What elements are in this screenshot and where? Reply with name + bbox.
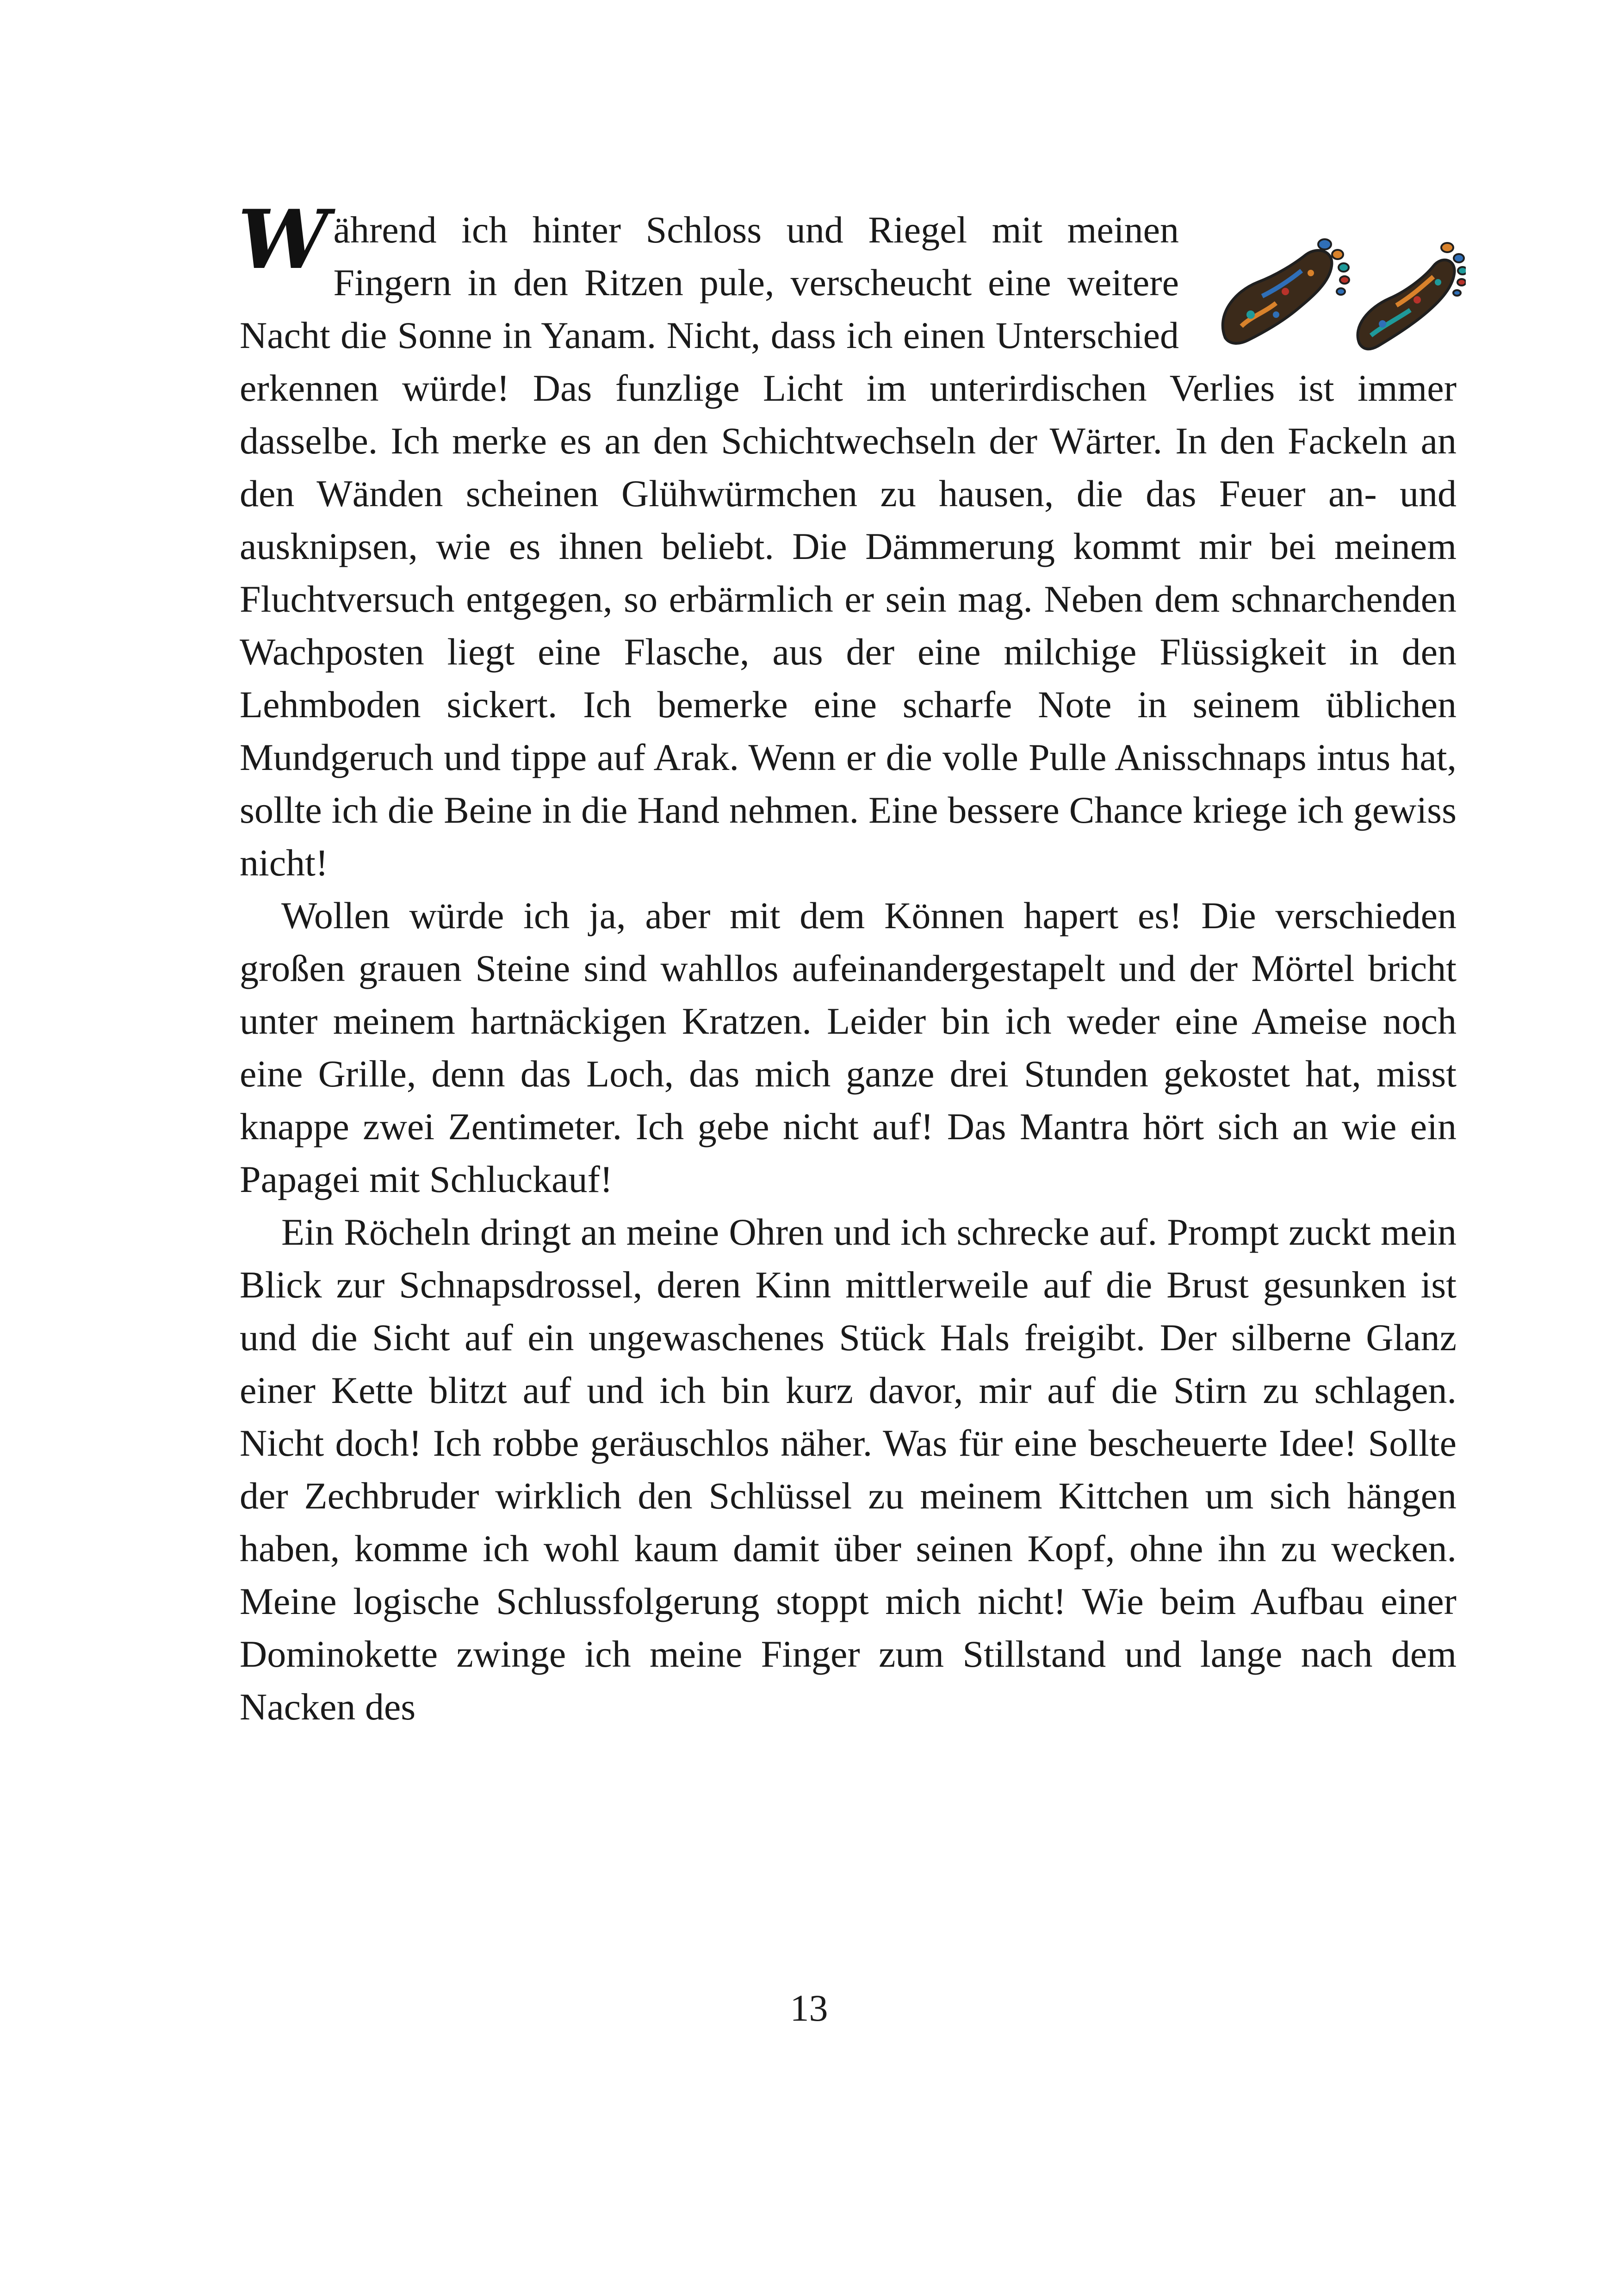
body-text bbox=[238, 192, 1457, 1733]
footprints-icon bbox=[1207, 222, 1466, 361]
left-footprint bbox=[1223, 239, 1349, 343]
drop-cap: W bbox=[238, 192, 329, 287]
paragraph-2: Wollen würde ich ja, aber mit dem Können hapert es! Die verschieden großen grauen Steine sind wahllos aufeinandergestapelt und der Mörtel bricht unter meinem hartnäckigen Kratzen. Leider bin ich weder eine Ameise noch eine Grille, denn das Loch, das mich ganze drei Stunden gekostet hat, misst knappe zwei Zentimeter. Ich gebe nicht auf! Das Mantra hört sich an wie ein Papagei mit Schluckauf! bbox=[240, 894, 1457, 1200]
paragraph-1-text: ährend ich hinter Schloss und Riegel mit meinen Fingern in den Ritzen pule, verscheucht eine weitere Nacht die Sonne in Yanam. Nicht, dass ich einen Unterschied erkennen würde! Das funzlige Licht im unterirdischen Verlies ist immer dasselbe. Ich merke es an den Schichtwechseln der Wärter. In den Fackeln an den Wänden scheinen Glühwürmchen zu hausen, die das Feuer an- und ausknipsen, wie es ihnen beliebt. Die Dämmerung kommt mir bei meinem Fluchtversuch entgegen, so erbärmlich er sein mag. Neben dem schnarchenden Wachposten liegt eine Flasche, aus der eine milchige Flüssigkeit in den Lehmboden sickert. Ich bemerke eine scharfe Note in seinem üblichen Mundgeruch und tippe auf Arak. Wenn er die volle Pulle Anisschnaps intus hat, sollte ich die Beine in die Hand nehmen. Eine bessere Chance kriege ich gewiss nicht! bbox=[240, 209, 1457, 884]
right-footprint bbox=[1358, 243, 1466, 349]
paragraph-3: Ein Röcheln dringt an meine Ohren und ich schrecke auf. Prompt zuckt mein Blick zur Schnapsdrossel, deren Kinn mittlerweile auf die Brust gesunken ist und die Sicht auf ein ungewaschenes Stück Hals freigibt. Der silberne Glanz einer Kette blitzt auf und ich bin kurz davor, mir auf die Stirn zu schlagen. Nicht doch! Ich robbe geräuschlos näher. Was für eine bescheuerte Idee! Sollte der Zechbruder wirklich den Schlüssel zu meinem Kittchen um sich hängen haben, komme ich wohl kaum damit über seinen Kopf, ohne ihn zu wecken. Meine logische Schlussfolgerung stoppt mich nicht! Wie beim Aufbau einer Dominokette zwinge ich meine Finger zum Stillstand und lange nach dem Nacken des bbox=[240, 1211, 1457, 1728]
page-number: 13 bbox=[790, 1987, 828, 2029]
